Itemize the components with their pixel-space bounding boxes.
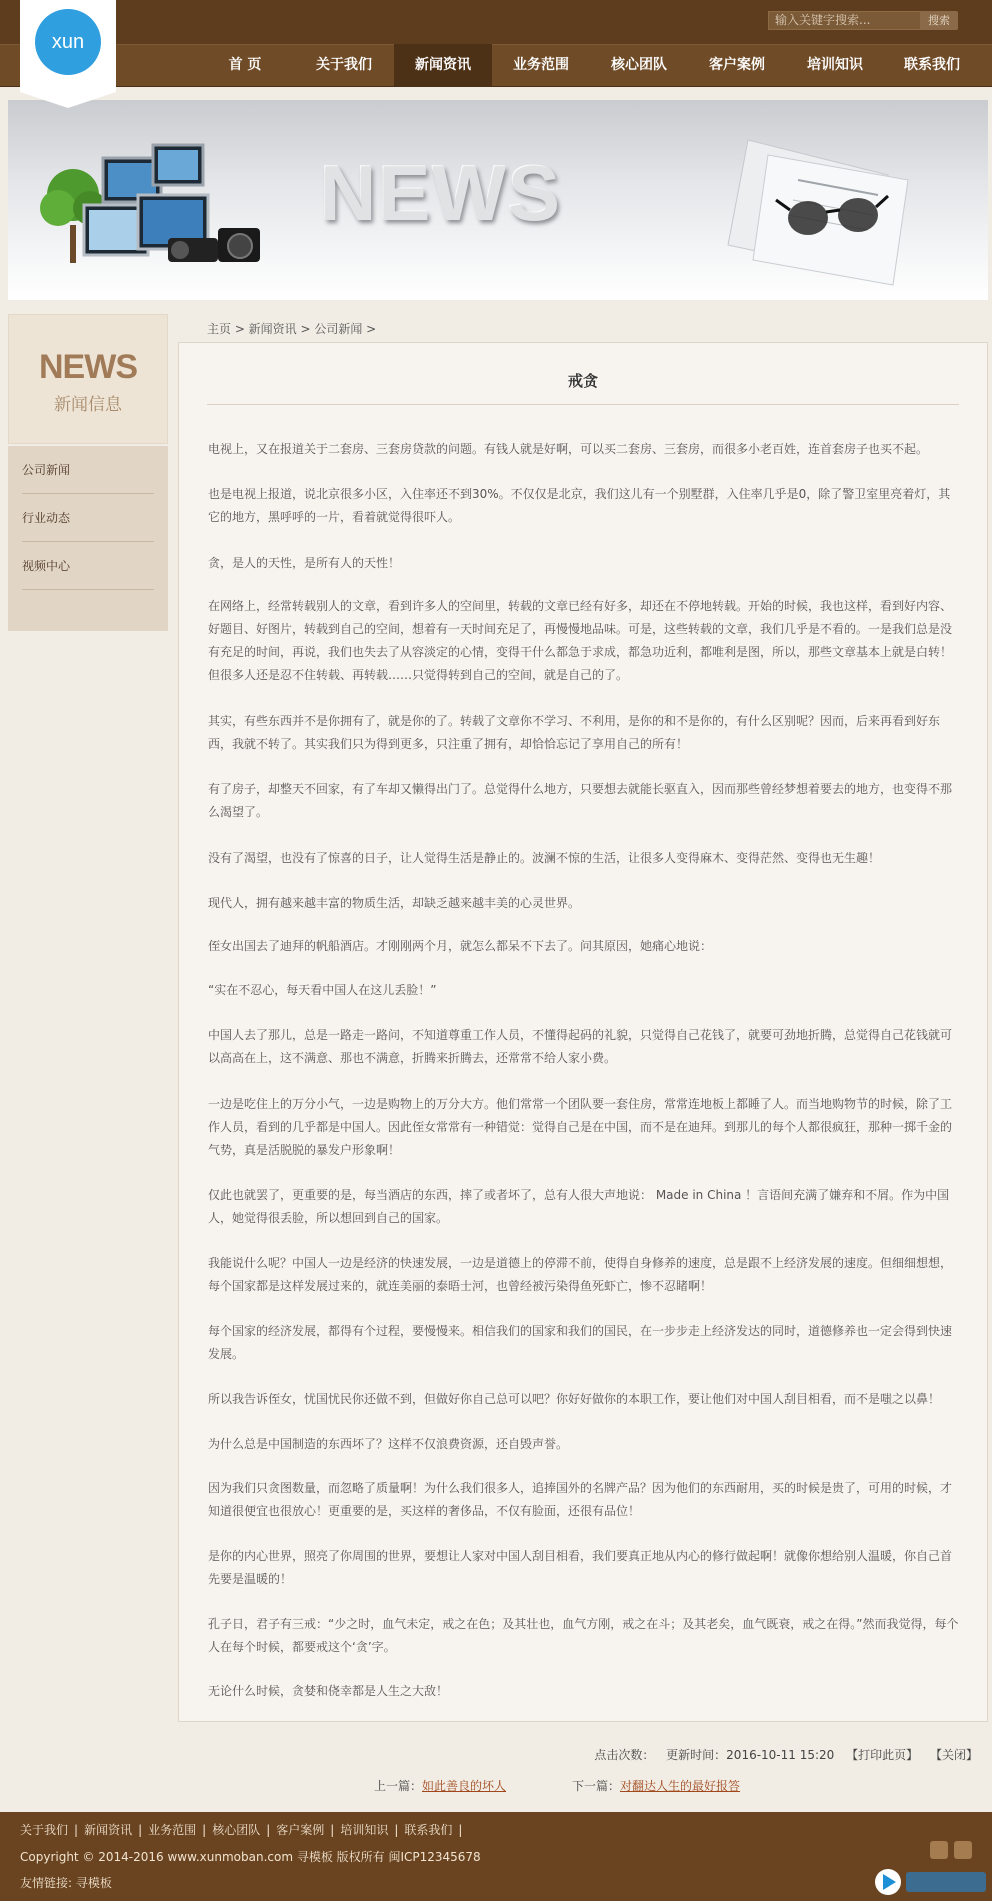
article-meta bbox=[586, 1746, 978, 1763]
breadcrumb[interactable]: 主页 > 新闻资讯 > 公司新闻 > bbox=[207, 322, 377, 336]
sidebar-title-cn: 新闻信息 bbox=[54, 395, 122, 415]
search-input[interactable]: 输入关键字搜索... bbox=[768, 11, 928, 30]
footer-link-news[interactable]: 新闻资讯 bbox=[84, 1823, 133, 1837]
article-paragraph: 没有了渴望，也没有了惊喜的日子，让人觉得生活是静止的。波澜不惊的生活，让很多人变得麻木、变得茫然、变得也无生趣！ bbox=[208, 851, 881, 865]
article-paragraph: 也是电视上报道，说北京很多小区，入住率还不到30%。不仅仅是北京，我们这儿有一个别墅群，入住率几乎是0，除了警卫室里亮着灯，其它的地方，黑呼呼的一片，看着就觉得很吓人。 bbox=[208, 487, 951, 524]
nav-news[interactable]: 新闻资讯 bbox=[394, 44, 492, 86]
sidebar-menu bbox=[8, 446, 168, 631]
nav-business[interactable]: 业务范围 bbox=[513, 57, 569, 73]
article-paragraph: 孔子日，君子有三戒：“少之时，血气未定，戒之在色；及其壮也，血气方刚，戒之在斗；及其老矣，血气既衰，戒之在得。”然而我觉得，每个人在每个时候，都要戒这个‘贪’字。 bbox=[208, 1617, 959, 1654]
sidebar-header bbox=[8, 314, 168, 444]
sidebar-item-company-news[interactable]: 公司新闻 bbox=[22, 448, 154, 494]
sidebar-item-industry[interactable]: 行业动态 bbox=[22, 496, 154, 542]
sidebar-title-en: NEWS bbox=[39, 348, 137, 386]
nav-team[interactable]: 核心团队 bbox=[611, 57, 667, 73]
article-paragraph: 是你的内心世界，照亮了你周围的世界，要想让人家对中国人刮目相看，我们要真正地从内心的修行做起啊！就像你想给别人温暖，你自己首先要是温暖的！ bbox=[208, 1549, 953, 1586]
article-paragraph: 电视上，又在报道关于二套房、三套房贷款的问题。有钱人就是好啊，可以买二套房、三套房，而很多小老百姓，连首套房子也买不起。 bbox=[208, 442, 929, 456]
article-paragraph: 仅此也就罢了，更重要的是，每当酒店的东西，摔了或者坏了，总有人很大声地说： Made in China ！言语间充满了嫌弃和不屑。作为中国人，她觉得很丢脸，所以想回到自己的国家。 bbox=[208, 1188, 950, 1225]
article-paragraph: 有了房子，却整天不回家，有了车却又懒得出门了。总觉得什么地方，只要想去就能长驱直入，因而那些曾经梦想着要去的地方，也变得不那么渴望了。 bbox=[208, 782, 953, 819]
logo-circle: xun bbox=[35, 9, 101, 75]
logo-tip bbox=[20, 92, 116, 108]
nav-contact[interactable]: 联系我们 bbox=[904, 57, 960, 73]
footer-link-business[interactable]: 业务范围 bbox=[148, 1823, 197, 1837]
article-paragraph: 一边是吃住上的万分小气，一边是购物上的万分大方。他们常常一个团队要一套住房，常常连地板上都睡了人。而当地购物节的时候，除了工作人员，看到的几乎都是中国人。因此侄女常常有一种错觉：觉得自己是在中国，而不是在迪拜。到那儿的每个人都很疯狂，那种一掷千金的气势，真是活脱脱的暴发户形象啊！ bbox=[208, 1097, 953, 1157]
article-paragraph: 中国人去了那儿，总是一路走一路问，不知道尊重工作人员，不懂得起码的礼貌，只觉得自己花钱了，就要可劲地折腾，总觉得自己花钱就可以高高在上，这不满意、那也不满意，折腾来折腾去，还常常不给人家小费。 bbox=[208, 1028, 953, 1065]
footer-friend-links[interactable]: 友情链接: 寻模板 bbox=[20, 1876, 112, 1890]
prev-article bbox=[374, 1777, 506, 1794]
article-paragraph: 贪，是人的天性，是所有人的天性！ bbox=[208, 556, 401, 570]
update-time: 更新时间：2016-10-11 15:20 bbox=[666, 1748, 835, 1762]
article-title: 戒贪 bbox=[567, 372, 598, 390]
map-icon[interactable] bbox=[954, 1841, 972, 1859]
next-article-link[interactable]: 对翻达人生的最好报答 bbox=[620, 1779, 741, 1793]
footer-link-training[interactable]: 培训知识 bbox=[340, 1823, 389, 1837]
banner-news-word: NEWS bbox=[320, 149, 562, 237]
footer-link-about[interactable]: 关于我们 bbox=[20, 1823, 69, 1837]
article-paragraph: 侄女出国去了迪拜的帆船酒店。才刚刚两个月，就怎么都呆不下去了。问其原因，她痛心地说： bbox=[208, 939, 713, 953]
nav-cases[interactable]: 客户案例 bbox=[709, 57, 765, 73]
article-paragraph: 为什么总是中国制造的东西坏了？这样不仅浪费资源，还自毁声誉。 bbox=[208, 1437, 569, 1451]
article-paragraph: 我能说什么呢？中国人一边是经济的快速发展，一边是道德上的停滞不前，使得自身修养的速度，总是跟不上经济发展的速度。但细细想想，每个国家都是这样发展过来的，就连美丽的泰晤士河，也曾经被污染得鱼死虾亡，惨不忍睹啊！ bbox=[208, 1256, 953, 1293]
next-label: 下一篇： bbox=[572, 1779, 621, 1793]
next-article bbox=[572, 1777, 740, 1794]
logo[interactable] bbox=[20, 0, 116, 108]
nav-training[interactable]: 培训知识 bbox=[807, 57, 863, 73]
sidebar-item-video[interactable]: 视频中心 bbox=[22, 544, 154, 590]
close-link[interactable]: 【关闭】 bbox=[929, 1748, 978, 1762]
news-banner bbox=[8, 100, 988, 300]
article-paragraph: “实在不忍心，每天看中国人在这儿丢脸！” bbox=[208, 983, 437, 997]
footer-link-contact[interactable]: 联系我们 bbox=[404, 1823, 453, 1837]
footer bbox=[0, 1812, 992, 1901]
nav-about[interactable]: 关于我们 bbox=[316, 57, 372, 73]
click-count: 点击次数： bbox=[594, 1748, 655, 1762]
article-paragraph: 现代人，拥有越来越丰富的物质生活，却缺乏越来越丰美的心灵世界。 bbox=[208, 896, 581, 910]
search-button[interactable]: 搜索 bbox=[920, 11, 958, 30]
prev-article-link[interactable]: 如此善良的坏人 bbox=[422, 1779, 507, 1793]
footer-link-team[interactable]: 核心团队 bbox=[212, 1823, 261, 1837]
article-paragraph: 无论什么时候，贪婪和侥幸都是人生之大敌！ bbox=[208, 1684, 449, 1698]
article-paragraph: 其实，有些东西并不是你拥有了，就是你的了。转载了文章你不学习、不利用，是你的和不是你的，有什么区别呢？因而，后来再看到好东西，我就不转了。其实我们只为得到更多，只注重了拥有，却恰恰忘记了享用自己的所有！ bbox=[208, 714, 941, 751]
article-paragraph: 在网络上，经常转载别人的文章，看到许多人的空间里，转载的文章已经有好多，却还在不停地转载。开始的时候，我也这样，看到好内容、好题目、好图片，转载到自己的空间，想着有一天时间充足了，再慢慢地品味。可是，这些转载的文章，我们几乎是不看的。一是我们总是没有充足的时间，再说，我们也失去了从容淡定的心情，变得干什么都急于求成，都急功近利，都唯利是图，所以，那些文章基本上就是白转！但很多人还是忍不住转载、再转载……只觉得转到自己的空间，就是自己的了。 bbox=[208, 599, 953, 682]
watermark-logo bbox=[872, 1866, 990, 1898]
article-paragraph: 所以我告诉侄女，忧国忧民你还做不到，但做好你自己总可以吧？你好好做你的本职工作，要让他们对中国人刮目相看，而不是嗤之以鼻！ bbox=[208, 1392, 941, 1406]
article-paragraph: 每个国家的经济发展，都得有个过程，要慢慢来。相信我们的国家和我们的国民，在一步步走上经济发达的同时，道德修养也一定会得到快速发展。 bbox=[208, 1324, 953, 1361]
nav-home[interactable]: 首 页 bbox=[228, 57, 262, 73]
footer-link-cases[interactable]: 客户案例 bbox=[276, 1823, 325, 1837]
footer-links: 关于我们 | 新闻资讯 | 业务范围 | 核心团队 | 客户案例 | 培训知识 | 联系我们 | bbox=[20, 1823, 463, 1837]
rss-icon[interactable] bbox=[930, 1841, 948, 1859]
footer-copyright: Copyright © 2014-2016 www.xunmoban.com 寻模板 版权所有 闽ICP12345678 bbox=[20, 1850, 481, 1864]
title-divider bbox=[207, 404, 959, 405]
article-paragraph: 因为我们只贪图数量，而忽略了质量啊！为什么我们很多人，追捧国外的名牌产品？因为他们的东西耐用，买的时候是贵了，可用的时候，才知道很便宜也很放心！更重要的是，买这样的奢侈品，不仅有脸面，还很有品位！ bbox=[208, 1481, 953, 1518]
prev-label: 上一篇： bbox=[374, 1779, 423, 1793]
print-link[interactable]: 【打印此页】 bbox=[846, 1748, 919, 1762]
